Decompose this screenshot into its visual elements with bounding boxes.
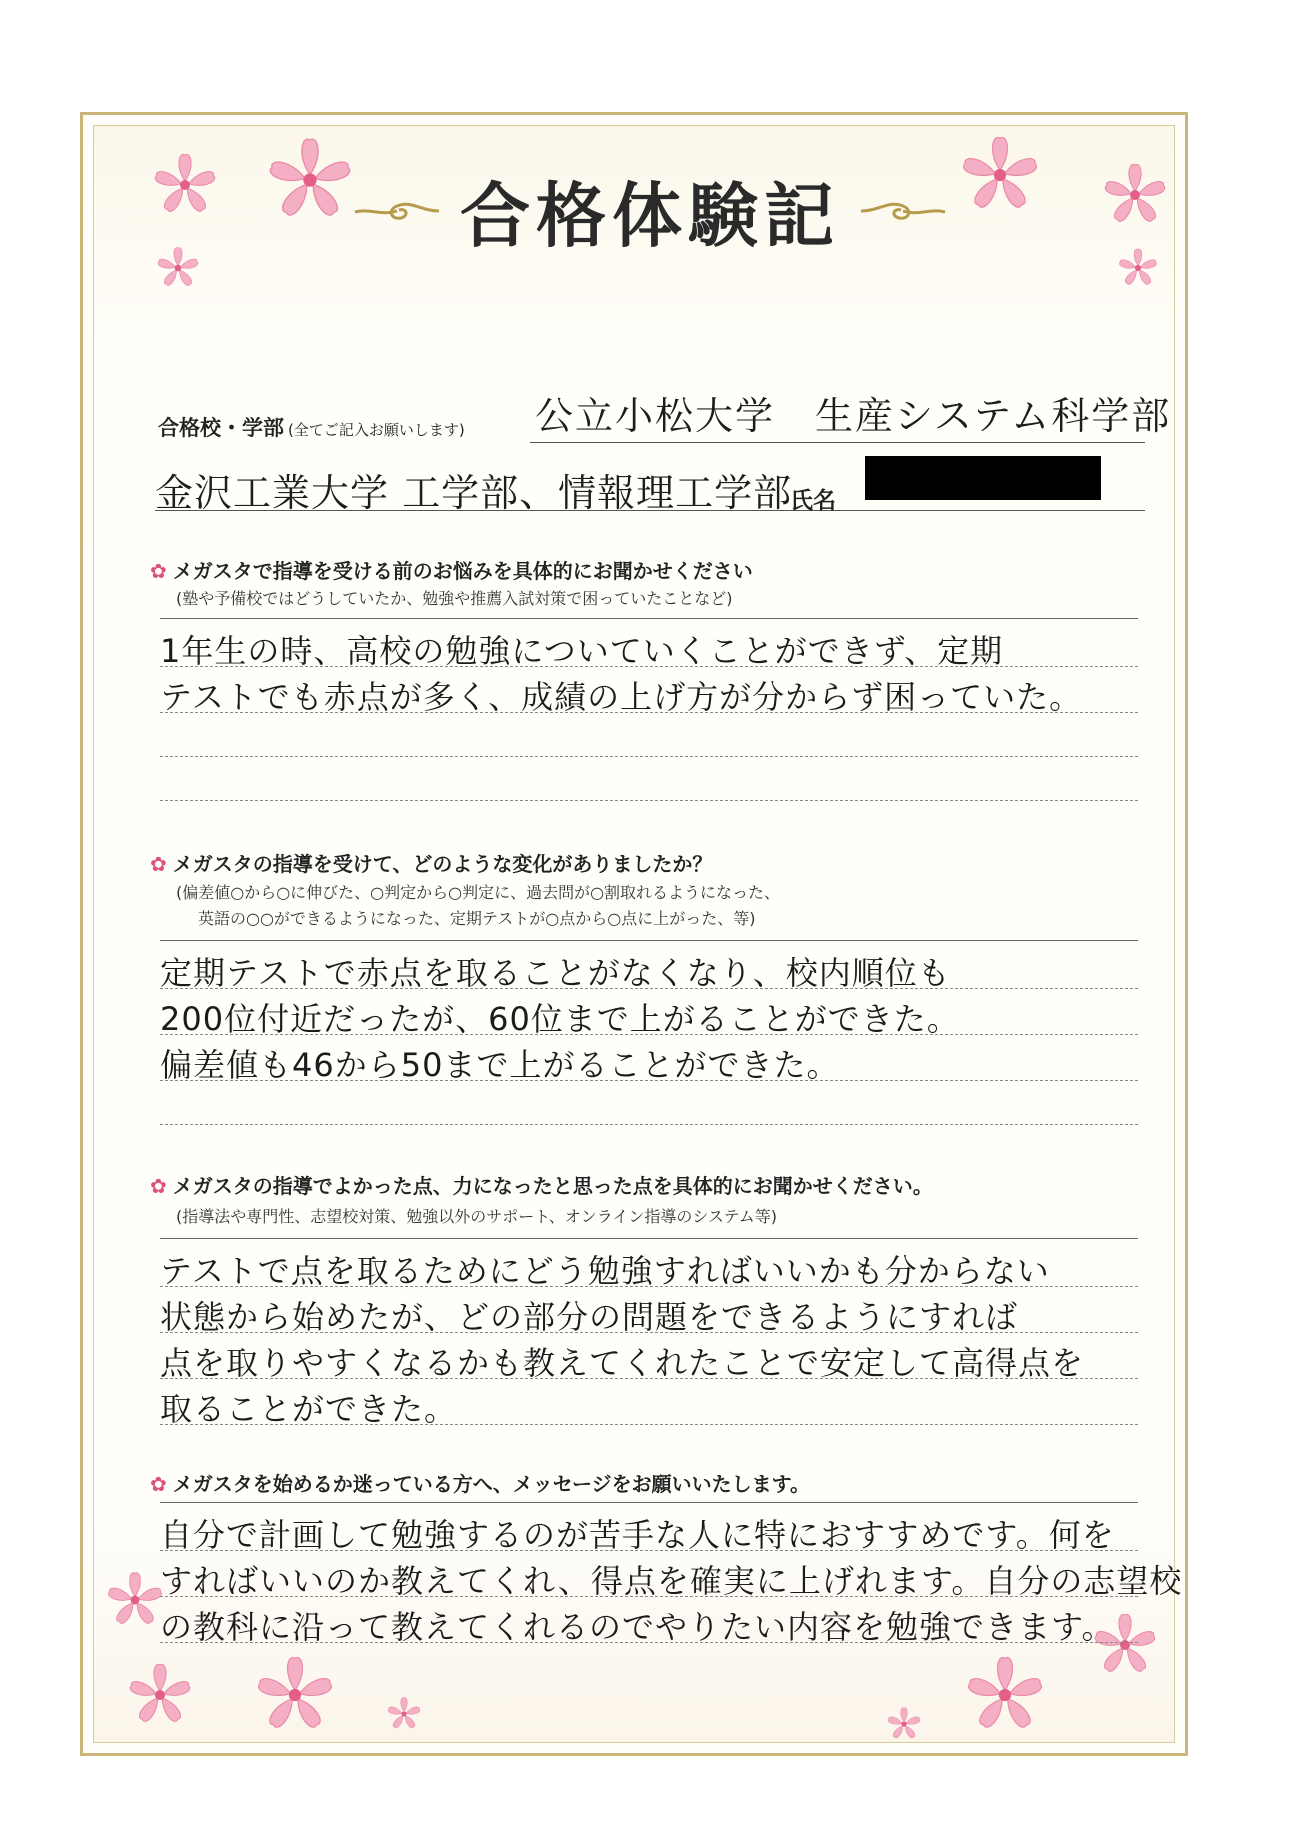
cherry-blossom-icon <box>380 1690 428 1738</box>
answer-3-line-3: 点を取りやすくなるかも教えてくれたことで安定して高得点を <box>160 1344 1085 1382</box>
answer-3-rule <box>160 1378 1138 1379</box>
answer-2-top-line <box>160 940 1138 941</box>
school-line-1: 公立小松大学 生産システム科学部 <box>535 394 1172 438</box>
blossom-bullet-icon: ✿ <box>150 1472 167 1496</box>
school-label-text: 合格校・学部 <box>158 416 284 440</box>
question-2-text: メガスタの指導を受けて、どのような変化がありましたか？ <box>172 852 713 876</box>
cherry-blossom-icon <box>115 1650 205 1740</box>
question-4 <box>150 1468 810 1497</box>
school-line-2: 金沢工業大学 工学部、情報理工学部 <box>155 471 793 515</box>
school-label <box>158 412 465 442</box>
answer-4-line-2: すればいいのか教えてくれ、得点を確実に上げれます。自分の志望校 <box>160 1562 1183 1600</box>
title-block <box>0 160 1300 261</box>
answer-1-line-1: 1年生の時、高校の勉強についていくことができず、定期 <box>160 632 1004 670</box>
answer-3-line-2: 状態から始めたが、どの部分の問題をできるようにすれば <box>160 1298 1019 1336</box>
school-underline-2 <box>155 510 1145 511</box>
blossom-bullet-icon: ✿ <box>150 852 167 876</box>
answer-1-top-line <box>160 618 1138 619</box>
question-4-text: メガスタを始めるか迷っている方へ、メッセージをお願いいたします。 <box>172 1472 810 1496</box>
blossom-bullet-icon: ✿ <box>150 1174 167 1198</box>
blossom-bullet-icon: ✿ <box>150 559 167 583</box>
question-3-sub: (指導法や専門性、志望校対策、勉強以外のサポート、オンライン指導のシステム等) <box>176 1207 777 1226</box>
answer-1-line-2: テストでも赤点が多く、成績の上げ方が分からず困っていた。 <box>160 678 1083 716</box>
answer-2-line-2: 200位付近だったが、60位まで上がることができた。 <box>160 1000 960 1038</box>
question-1-text: メガスタで指導を受ける前のお悩みを具体的にお聞かせください <box>172 559 753 583</box>
answer-2-line-3: 偏差値も46から50まで上がることができた。 <box>160 1046 840 1084</box>
certificate-inner-border <box>93 125 1175 1743</box>
answer-1-rule <box>160 712 1138 713</box>
answer-2-rule <box>160 1034 1138 1035</box>
question-2 <box>150 848 712 877</box>
answer-1-rule <box>160 756 1138 757</box>
answer-4-rule <box>160 1596 1138 1597</box>
answer-3-rule <box>160 1332 1138 1333</box>
question-1 <box>150 555 753 584</box>
answer-2-rule <box>160 988 1138 989</box>
question-1-sub: (塾や予備校ではどうしていたか、勉強や推薦入試対策で困っていたことなど) <box>176 589 733 608</box>
answer-2-rule <box>160 1124 1138 1125</box>
school-underline-1 <box>530 442 1145 443</box>
redacted-name <box>865 456 1101 500</box>
page-title: 合格体験記 <box>460 174 840 257</box>
cherry-blossom-icon <box>950 1640 1060 1750</box>
question-2-sub-2: 英語の○○ができるようになった、定期テストが○点から○点に上がった、等) <box>198 909 756 928</box>
answer-4-rule <box>160 1642 1138 1643</box>
answer-3-rule <box>160 1286 1138 1287</box>
school-label-note: (全てご記入お願いします) <box>288 421 465 439</box>
answer-3-line-1: テストで点を取るためにどう勉強すればいいかも分からない <box>160 1252 1050 1290</box>
answer-4-rule <box>160 1550 1138 1551</box>
answer-2-line-1: 定期テストで赤点を取ることがなくなり、校内順位も <box>160 954 951 992</box>
answer-3-top-line <box>160 1238 1138 1239</box>
name-label: 氏名 <box>790 488 836 514</box>
answer-4-line-1: 自分で計画して勉強するのが苦手な人に特におすすめです。何を <box>160 1516 1115 1554</box>
answer-2-rule <box>160 1080 1138 1081</box>
answer-1-rule <box>160 800 1138 801</box>
answer-3-rule <box>160 1424 1138 1425</box>
answer-4-line-3: の教科に沿って教えてくれるのでやりたい内容を勉強できます。 <box>160 1608 1115 1646</box>
cherry-blossom-icon <box>240 1640 350 1750</box>
answer-4-top-line <box>160 1502 1138 1503</box>
cherry-blossom-icon <box>880 1700 928 1748</box>
question-3-text: メガスタの指導でよかった点、力になったと思った点を具体的にお聞かせください。 <box>172 1174 933 1198</box>
left-flourish-icon <box>351 196 441 226</box>
question-2-sub-1: (偏差値○から○に伸びた、○判定から○判定に、過去問が○割取れるようになった、 <box>176 883 781 902</box>
answer-1-rule <box>160 666 1138 667</box>
right-flourish-icon <box>859 196 949 226</box>
question-3 <box>150 1170 933 1199</box>
answer-3-line-4: 取ることができた。 <box>160 1390 458 1428</box>
